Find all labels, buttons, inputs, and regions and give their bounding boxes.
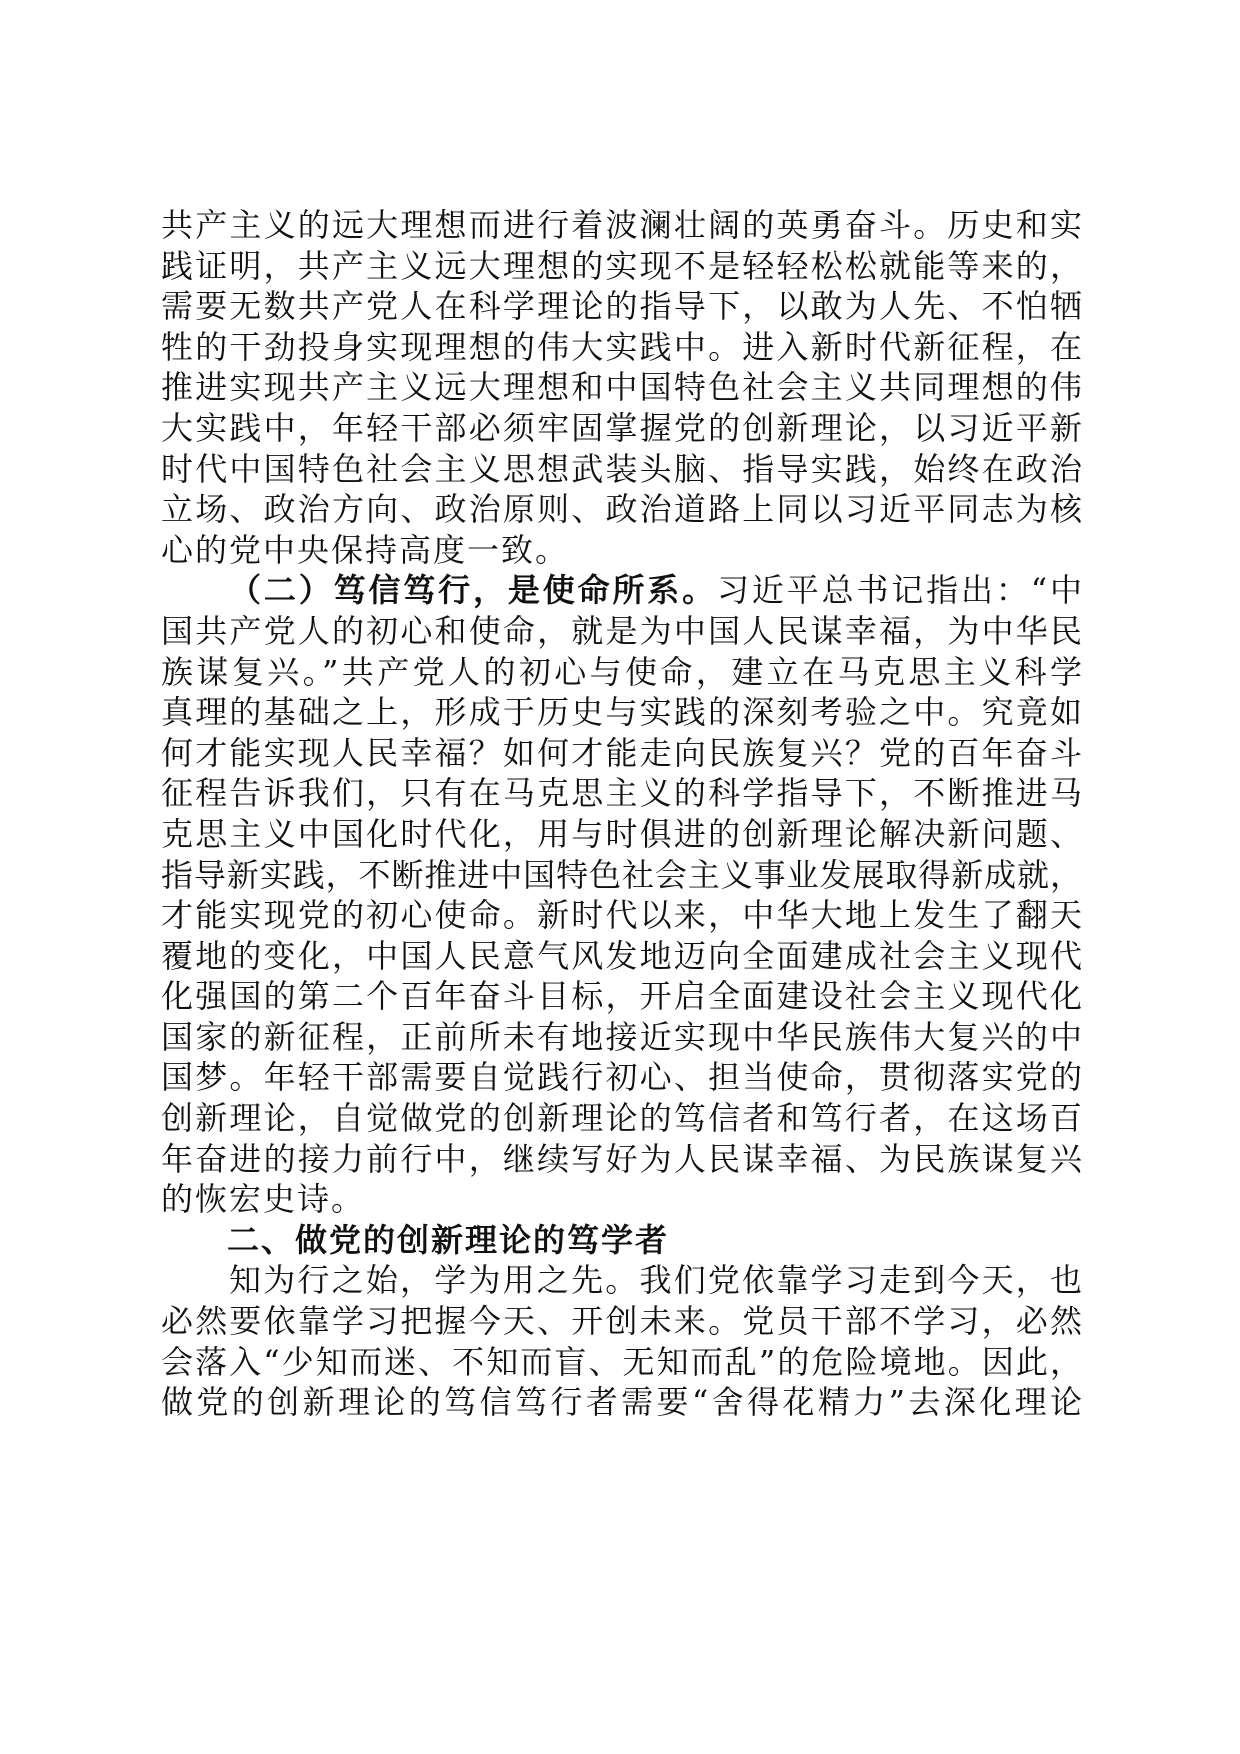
text-line: 化强国的第二个百年奋斗目标，开启全面建设社会主义现代化 bbox=[161, 977, 1082, 1016]
text-line: 克思主义中国化时代化，用与时俱进的创新理论解决新问题、 bbox=[161, 814, 1082, 853]
text-line: 立场、政治方向、政治原则、政治道路上同以习近平同志为核 bbox=[161, 490, 1082, 529]
text-line: 牲的干劲投身实现理想的伟大实践中。进入新时代新征程，在 bbox=[161, 327, 1082, 366]
text-line: 共产主义的远大理想而进行着波澜壮阔的英勇奋斗。历史和实 bbox=[161, 206, 1082, 244]
text-line: 指导新实践，不断推进中国特色社会主义事业发展取得新成就， bbox=[161, 855, 1082, 894]
text-run: 习近平总书记指出：“中 bbox=[717, 571, 1082, 610]
text-line: 时代中国特色社会主义思想武装头脑、指导实践，始终在政治 bbox=[161, 449, 1082, 488]
text-line: 真理的基础之上，形成于历史与实践的深刻考验之中。究竟如 bbox=[161, 693, 1082, 732]
text-line: 心的党中央保持高度一致。 bbox=[161, 530, 570, 569]
text-line: 需要无数共产党人在科学理论的指导下，以敢为人先、不怕牺 bbox=[161, 287, 1082, 326]
text-line: 推进实现共产主义远大理想和中国特色社会主义共同理想的伟 bbox=[161, 368, 1082, 407]
text-line: 征程告诉我们，只有在马克思主义的科学指导下，不断推进马 bbox=[161, 774, 1082, 813]
text-line bbox=[161, 570, 1082, 611]
text-line: 国梦。年轻干部需要自觉践行初心、担当使命，贯彻落实党的 bbox=[161, 1058, 1082, 1097]
text-line: 何才能实现人民幸福？如何才能走向民族复兴？党的百年奋斗 bbox=[161, 733, 1082, 772]
section-heading: 二、做党的创新理论的笃学者 bbox=[227, 1220, 670, 1259]
text-line: 创新理论，自觉做党的创新理论的笃信者和笃行者，在这场百 bbox=[161, 1099, 1082, 1138]
text-line: 国共产党人的初心和使命，就是为中国人民谋幸福，为中华民 bbox=[161, 611, 1082, 650]
text-line: 的恢宏史诗。 bbox=[161, 1180, 366, 1219]
subsection-lead: （二）笃信笃行，是使命所系。 bbox=[229, 571, 718, 610]
paragraph-mission bbox=[161, 570, 1082, 1220]
text-line: 会落入“少知而迷、不知而盲、无知而乱”的危险境地。因此， bbox=[161, 1342, 1082, 1381]
paragraph-learning bbox=[161, 1260, 1082, 1422]
text-line: 做党的创新理论的笃信笃行者需要“舍得花精力”去深化理论 bbox=[161, 1383, 1082, 1422]
paragraph-continuation bbox=[161, 205, 1082, 570]
document-body bbox=[161, 205, 1082, 1423]
text-line: 国家的新征程，正前所未有地接近实现中华民族伟大复兴的中 bbox=[161, 1017, 1082, 1056]
text-line: 践证明，共产主义远大理想的实现不是轻轻松松就能等来的， bbox=[161, 246, 1082, 285]
text-line: 大实践中，年轻干部必须牢固掌握党的创新理论，以习近平新 bbox=[161, 408, 1082, 447]
text-line: 知为行之始，学为用之先。我们党依靠学习走到今天，也 bbox=[229, 1261, 1082, 1300]
text-line: 年奋进的接力前行中，继续写好为人民谋幸福、为民族谋复兴 bbox=[161, 1139, 1082, 1178]
text-line: 族谋复兴。”共产党人的初心与使命，建立在马克思主义科学 bbox=[161, 652, 1082, 691]
text-line: 必然要依靠学习把握今天、开创未来。党员干部不学习，必然 bbox=[161, 1302, 1082, 1341]
text-line: 才能实现党的初心使命。新时代以来，中华大地上发生了翻天 bbox=[161, 896, 1082, 935]
text-line: 覆地的变化，中国人民意气风发地迈向全面建成社会主义现代 bbox=[161, 936, 1082, 975]
